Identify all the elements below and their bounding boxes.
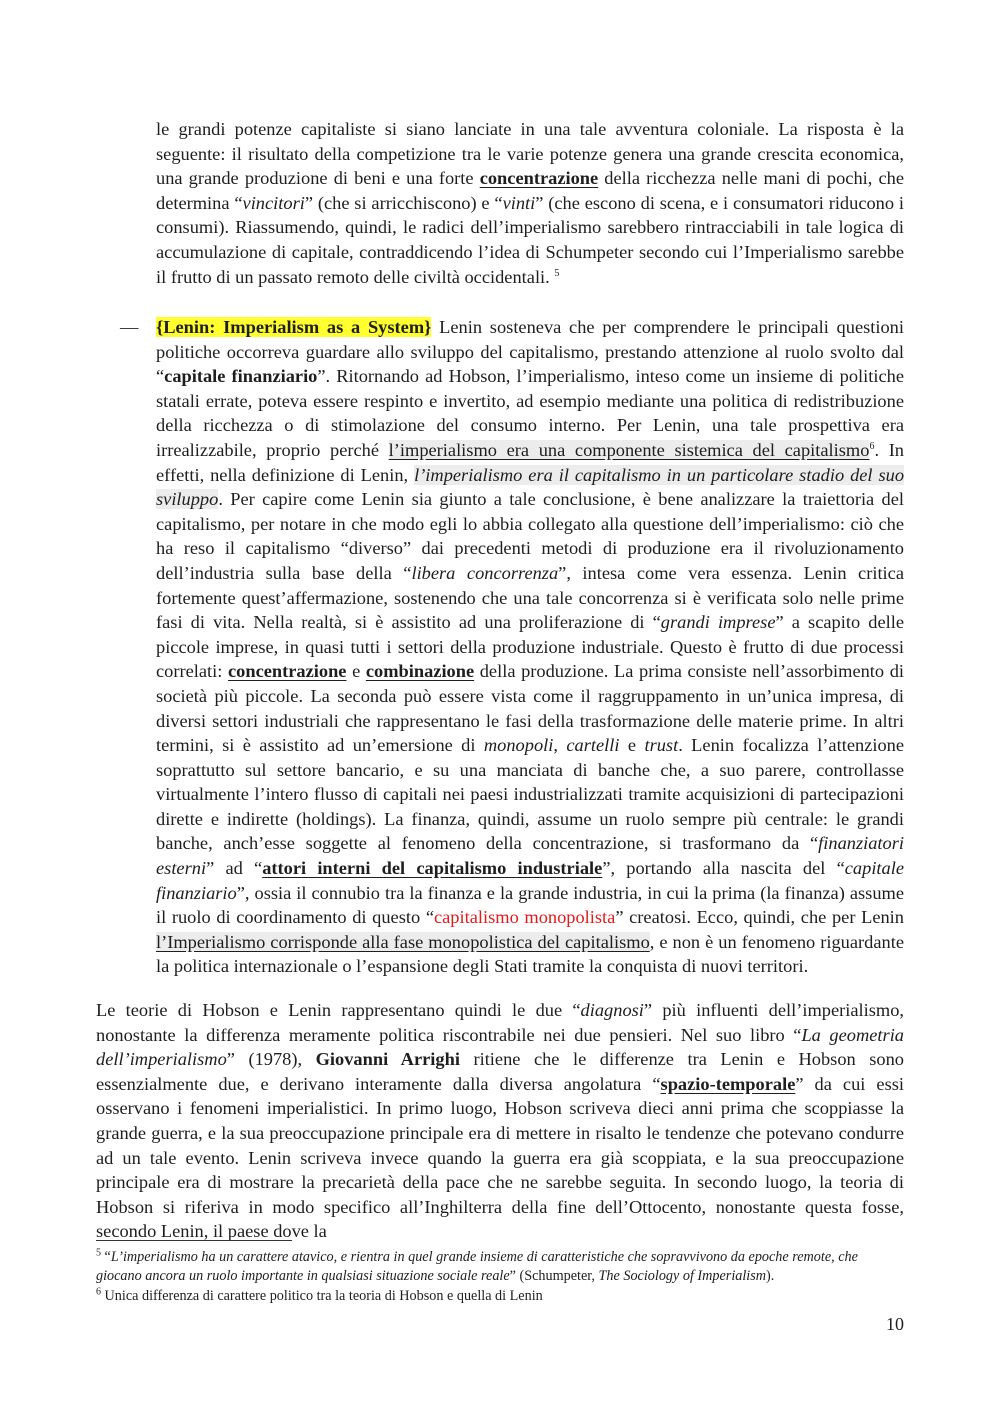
heading-highlight: {Lenin: Imperialism as a System} (156, 317, 432, 337)
footnote-quote: L’imperialismo ha un carattere atavico, e rientra in quel grande insieme di caratteristiche che sopravvivono da epoche remote, che giocano ancora un ruolo importante in qualsiasi situazione sociale reale (96, 1249, 858, 1284)
footnote-separator (96, 1240, 292, 1241)
bold-phrase: capitale finanziario (156, 858, 905, 903)
bold-name: Giovanni Arrighi (315, 1049, 460, 1070)
footnote-5: $^5$ “L’imperialismo ha un carattere atavico, e rientra in quel grande insieme di caratteristiche che sopravvivono da epoche remote, che giocano ancora un ruolo importante in qualsiasi situazione sociale reale” (Schumpeter, The Sociology of Imperialism). (96, 1247, 858, 1284)
bold-underlined-term: combinazione (365, 661, 475, 682)
italic-term: vinti (502, 192, 536, 213)
bold-underlined-term: spazio-temporale (660, 1073, 796, 1094)
footnote-6 (96, 1287, 904, 1306)
paragraph-text: le grandi potenze capitaliste si siano lanciate in una tale avventura coloniale. La risposta è la seguente: il risultato della competizione tra le varie potenze genera una grande crescita economica, una grande produzione di beni e una forte concentrazione della ricchezza nelle mani di pochi, che determina “vincitori” (che si arricchiscono) e “vinti” (che escono di scena, e i consumatori riducono i consumi). Riassumendo, quindi, le radici dell’imperialismo sarebbero rintracciabili in tale logica di accumulazione di capitale, contraddicendo l’idea di Schumpeter secondo cui l’Imperialismo sarebbe il frutto di un passato remoto delle civiltà occidentali. (156, 119, 905, 287)
paragraph-continuation (156, 117, 904, 289)
italic-phrase: libera concorrenza (411, 562, 559, 583)
list-bullet-dash: — (120, 317, 139, 337)
page-number: 10 (886, 1314, 904, 1334)
italic-title: La geometria dell’imperialismo (96, 1024, 905, 1070)
lenin-section-paragraph (156, 315, 904, 979)
footnote-number: 5 (96, 1247, 101, 1259)
lenin-text: Lenin sosteneva che per comprendere le principali questioni politiche occorreva guardare allo sviluppo del capitalismo, prestando attenzione al ruolo svolto dal “capitale finanziario”. Ritornando ad Hobson, l’imperialismo, inteso come un insieme di politiche statali errate, poteva essere respinto e invertito, ad esempio mediante una politica di redistribuzione della ricchezza o di stimolazione del consumo interno. Per Lenin, una tale prospettiva era irrealizzabile, proprio perché l’imperialismo era una componente sistemica del capitalismo$^6$. In effetti, nella definizione di Lenin, l’imperialismo era il capitalismo in un particolare stadio del suo sviluppo. Per capire come Lenin sia giunto a tale conclusione, è bene analizzare la traiettoria del capitalismo, per notare in che modo egli lo abbia collegato alla questione dell’imperialismo: ciò che ha reso il capitalismo “diverso” dai precedenti metodi di produzione era il rivoluzionamento dell’industria sulla base della “libera concorrenza”, intesa come vera essenza. Lenin critica fortemente quest’affermazione, sostenendo che una tale concorrenza si è verificata solo nelle prime fasi di vita. Nella realtà, si è assistito ad una proliferazione di “grandi imprese” a scapito delle piccole imprese, in quasi tutti i settori della produzione industriale. Questo è frutto di due processi correlati: concentrazione e combinazione della produzione. La prima consiste nell’assorbimento di società più piccole. La seconda può essere vista come il raggruppamento in un’unica impresa, di diversi settori industriali che rappresentano le fasi della trasformazione delle materie prime. In altri termini, si è assistito ad un’emersione di monopoli, cartelli e trust. Lenin focalizza l’attenzione soprattutto sul settore bancario, e su una manciata di banche che, a suo parere, controllasse virtualmente l’intero flusso di capitali nei paesi industrializzati tramite acquisizioni di partecipazioni dirette e indirette (holdings). La finanza, quindi, assume un ruolo sempre più centrale: le grandi banche, anch’esse soggette al fenomeno della concentrazione, si trasformano da “finanziatori esterni” ad “attori interni del capitalismo industriale”, portando alla nascita del “capitale finanziario”, ossia il connubio tra la finanza e la grande industria, in cui la prima (la finanza) assume il ruolo di coordinamento di questo “capitalismo monopolista” creatosi. Ecco, quindi, che per Lenin l’Imperialismo corrisponde alla fase monopolistica del capitalismo, e non è un fenomeno riguardante la politica internazionale o l’espansione degli Stati tramite la conquista di nuovi territori. (156, 317, 905, 977)
red-phrase: capitalismo monopolista (433, 907, 616, 928)
hobson-lenin-paragraph: Le teorie di Hobson e Lenin rappresentano quindi le due “diagnosi” più influenti dell’imperialismo, nonostante la differenza meramente politica riscontrabile nei due pensieri. Nel suo libro “La geometria dell’imperialismo” (1978), Giovanni Arrighi ritiene che le differenze tra Lenin e Hobson sono essenzialmente due, e derivano interamente dalla diversa angolatura “spazio-temporale” da cui essi osservano i fenomeni imperialistici. In primo luogo, Hobson scriveva dieci anni prima che scoppiasse la grande guerra, e la sua preoccupazione principale era di mettere in risalto le tendenze che potevano condurre ad un tale evento. Lenin scriveva invece quando la guerra era già scoppiata, e la sua preoccupazione principale era di mostrare la precarietà della pace che ne sarebbe seguita. In secondo luogo, la teoria di Hobson si riferiva in modo specifico all’Inghilterra della fine dell’Ottocento, nonostante questa fosse, secondo Lenin, il paese dove la (96, 1000, 905, 1242)
underlined-phrase: l’imperialismo era una componente sistemica del capitalismo (388, 439, 870, 460)
italic-term: diagnosi (580, 1000, 644, 1020)
footnote-number: 6 (96, 1286, 101, 1298)
footnote-text: Unica differenza di carattere politico tra la teoria di Hobson e quella di Lenin (104, 1288, 543, 1304)
footnote-source-end: ). (766, 1268, 775, 1284)
bold-underlined-phrase: attori interni del capitalismo industriale (262, 858, 603, 879)
italic-phrase: l’imperialismo era il capitalismo in un particolare stadio del suo sviluppo (156, 464, 905, 510)
footnote-source: (Schumpeter, (519, 1268, 599, 1284)
underlined-phrase: l’Imperialismo corrisponde alla fase monopolistica del capitalismo (156, 931, 650, 952)
footnote-source-title: The Sociology of Imperialism (598, 1268, 767, 1284)
lenin-heading (156, 317, 431, 337)
bold-phrase: capitale finanziario (164, 366, 318, 387)
italic-phrase: grandi imprese (660, 612, 776, 633)
bold-underlined-term: concentrazione (227, 661, 347, 682)
footnote-ref-5: 5 (554, 267, 560, 279)
footnote-ref-6: 6 (869, 440, 875, 452)
italic-term: monopoli (483, 735, 554, 756)
bold-underlined-term: concentrazione (479, 168, 599, 189)
italic-phrase: finanziatori esterni (156, 833, 904, 879)
italic-term: trust (644, 735, 679, 756)
italic-term: cartelli (566, 735, 620, 756)
italic-term: vincitori (242, 192, 305, 213)
